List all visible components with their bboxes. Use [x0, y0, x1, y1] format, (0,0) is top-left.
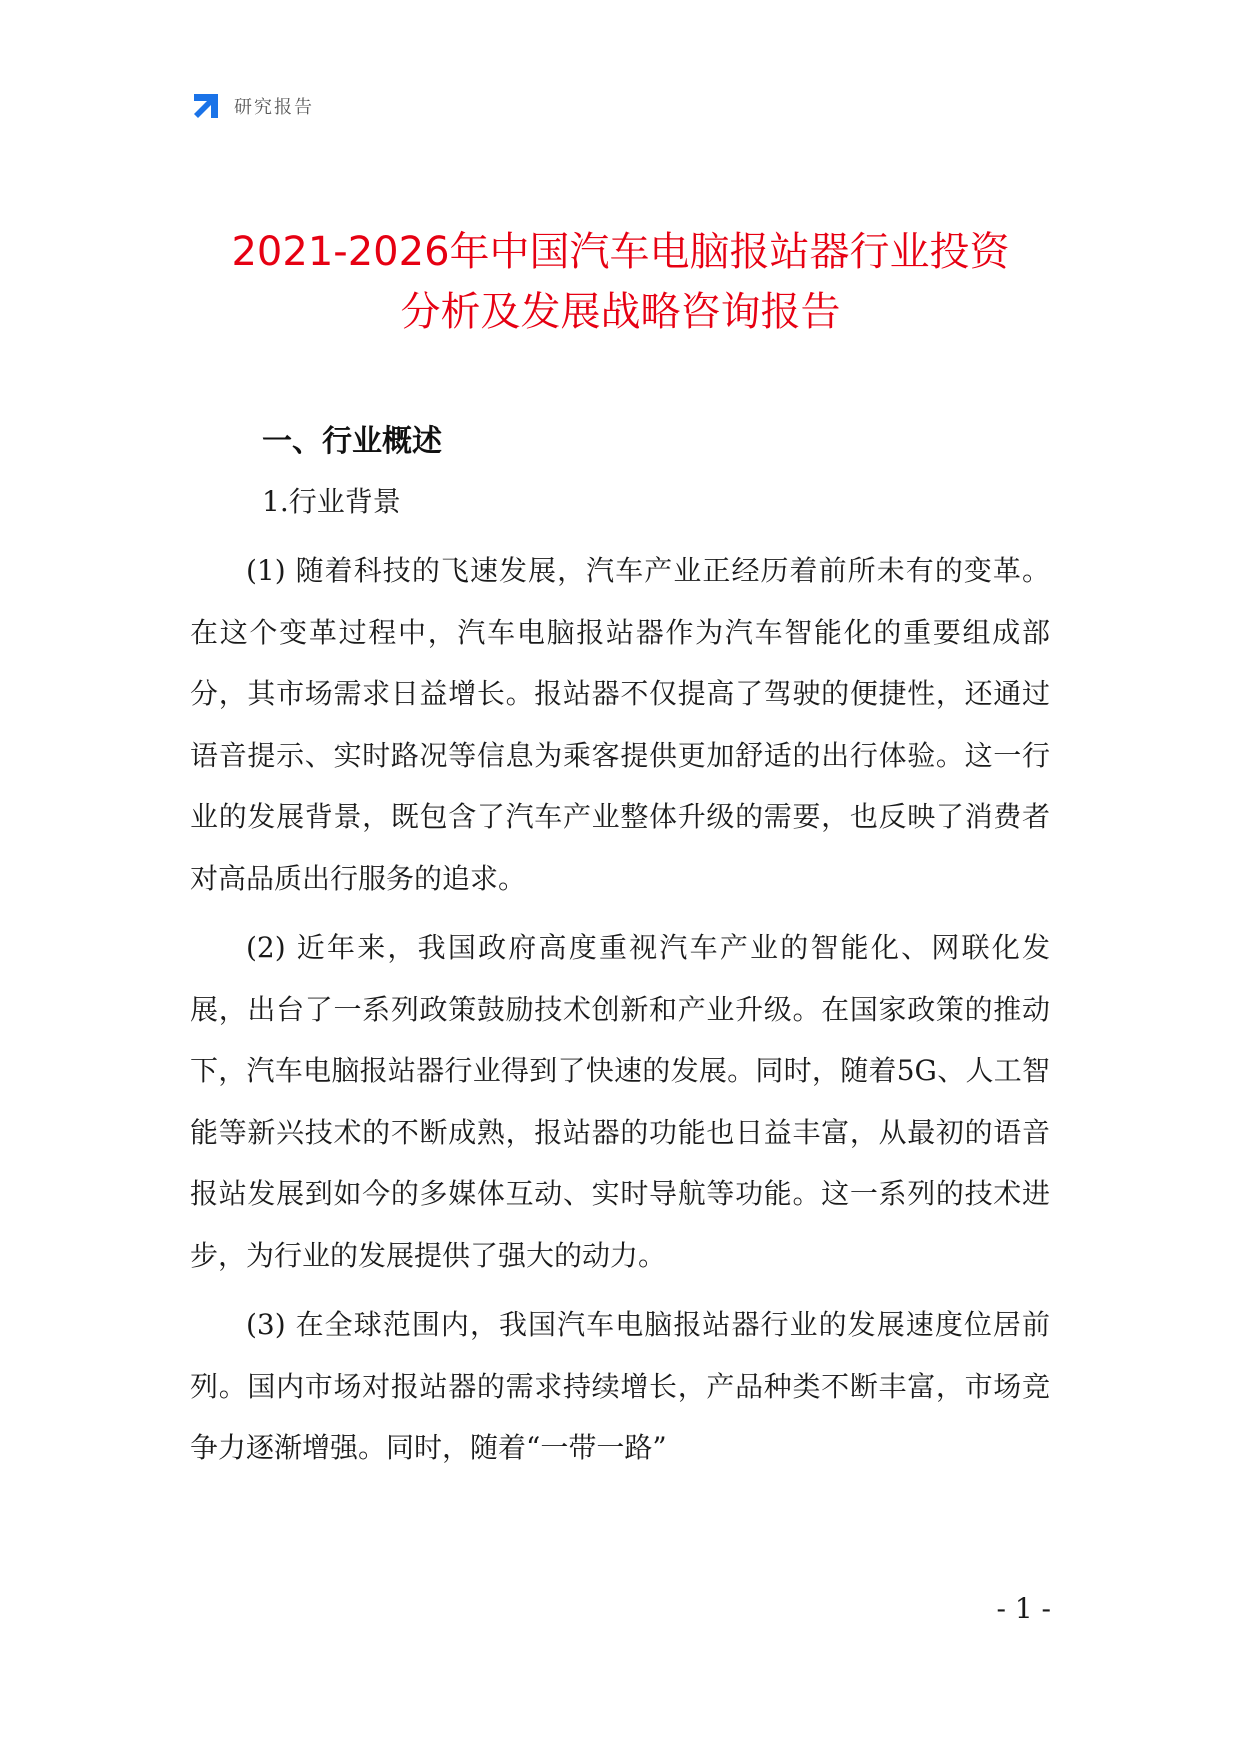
report-title: [150, 222, 1091, 342]
page-number: - 1 -: [996, 1592, 1051, 1625]
section-heading: 一、行业概述: [262, 424, 442, 459]
report-header: [190, 88, 314, 124]
header-label: 研究报告: [234, 97, 314, 118]
title-line-1: 2021-2026年中国汽车电脑报站器行业投资: [231, 229, 1010, 275]
paragraph-2: (2) 近年来，我国政府高度重视汽车产业的智能化、网联化发展，出台了一系列政策鼓励技术创新和产业升级。在国家政策的推动下，汽车电脑报站器行业得到了快速的发展。同时，随着5G、人工智能等新兴技术的不断成熟，报站器的功能也日益丰富，从最初的语音报站发展到如今的多媒体互动、实时导航等功能。这一系列的技术进步，为行业的发展提供了强大的动力。: [190, 931, 1050, 1272]
sub-heading: 1.行业背景: [262, 485, 401, 518]
body-text: [190, 540, 1050, 1479]
paragraph-3: (3) 在全球范围内，我国汽车电脑报站器行业的发展速度位居前列。国内市场对报站器的需求持续增长，产品种类不断丰富，市场竞争力逐渐增强。同时，随着“一带一路”: [190, 1308, 1050, 1464]
paragraph-1: (1) 随着科技的飞速发展，汽车产业正经历着前所未有的变革。在这个变革过程中，汽车电脑报站器作为汽车智能化的重要组成部分，其市场需求日益增长。报站器不仅提高了驾驶的便捷性，还通过语音提示、实时路况等信息为乘客提供更加舒适的出行体验。这一行业的发展背景，既包含了汽车产业整体升级的需要，也反映了消费者对高品质出行服务的追求。: [190, 554, 1050, 895]
title-line-2: 分析及发展战略咨询报告: [400, 289, 841, 335]
arrow-logo-icon: [190, 90, 222, 122]
